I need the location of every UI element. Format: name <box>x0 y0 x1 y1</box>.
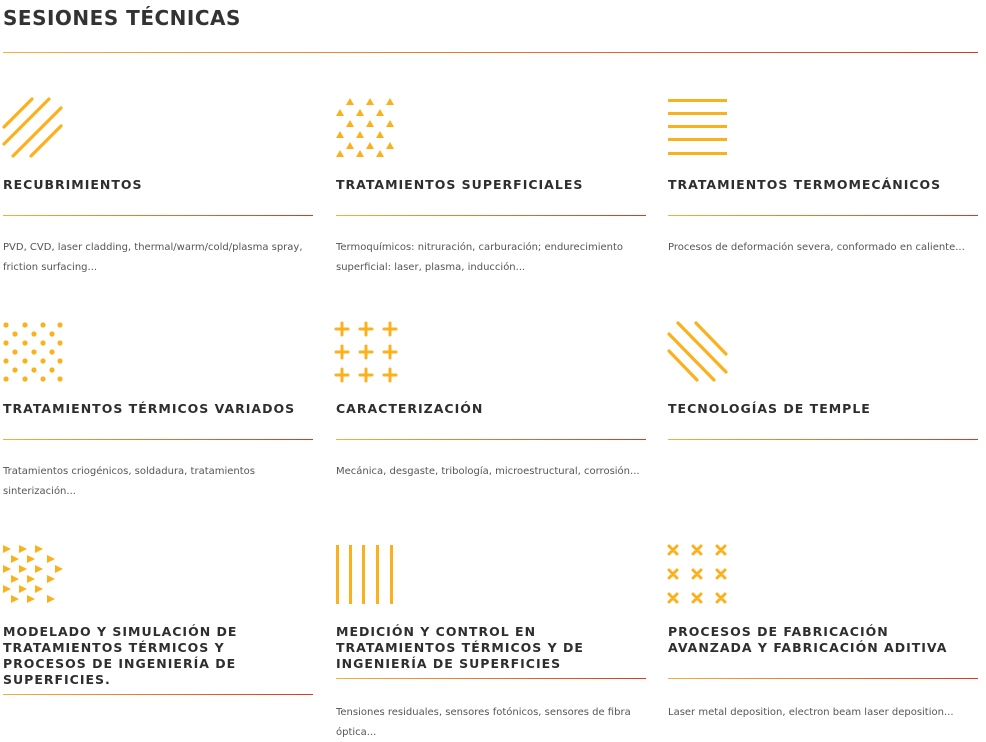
session-divider <box>336 678 646 679</box>
session-title: MEDICIÓN Y CONTROL EN TRATAMIENTOS TÉRMICOS Y DE INGENIERÍA DE SUPERFICIES <box>336 624 584 671</box>
session-description: PVD, CVD, laser cladding, thermal/warm/cold/plasma spray, friction surfacing... <box>3 242 303 273</box>
session-description: Procesos de deformación severa, conformado en caliente... <box>668 242 965 253</box>
session-divider <box>3 439 313 440</box>
vertical-lines-icon <box>336 545 396 605</box>
session-title: TRATAMIENTOS TÉRMICOS VARIADOS <box>3 401 296 416</box>
title-divider <box>3 52 978 53</box>
session-description: Termoquímicos: nitruración, carburación; endurecimiento superficial: laser, plasma, inducción... <box>336 242 624 273</box>
session-title: TRATAMIENTOS TERMOMECÁNICOS <box>668 177 942 192</box>
arrows-pattern-icon <box>3 545 63 605</box>
session-divider <box>336 439 646 440</box>
session-divider <box>3 694 313 695</box>
session-divider <box>668 678 978 679</box>
session-title: RECUBRIMIENTOS <box>3 177 143 192</box>
plus-pattern-icon <box>336 322 396 382</box>
page-title: SESIONES TÉCNICAS <box>3 6 241 30</box>
session-description: Laser metal deposition, electron beam laser deposition... <box>668 707 954 718</box>
session-title: PROCESOS DE FABRICACIÓN AVANZADA Y FABRICACIÓN ADITIVA <box>668 624 948 655</box>
session-description: Tratamientos criogénicos, soldadura, tratamientos sinterización... <box>3 466 256 497</box>
session-title: MODELADO Y SIMULACIÓN DE TRATAMIENTOS TÉRMICOS Y PROCESOS DE INGENIERÍA DE SUPERFICIES. <box>3 624 238 687</box>
horizontal-lines-icon <box>668 98 728 158</box>
session-title: TECNOLOGÍAS DE TEMPLE <box>668 401 871 416</box>
dots-pattern-icon <box>3 322 63 382</box>
diagonal-lines-reverse-icon <box>668 322 728 382</box>
session-title: TRATAMIENTOS SUPERFICIALES <box>336 177 584 192</box>
session-divider <box>668 439 978 440</box>
session-divider <box>336 215 646 216</box>
session-description: Mecánica, desgaste, tribología, microestructural, corrosión... <box>336 466 640 477</box>
session-description: Tensiones residuales, sensores fotónicos, sensores de fibra óptica... <box>336 707 631 738</box>
session-divider <box>3 215 313 216</box>
session-divider <box>668 215 978 216</box>
diagonal-lines-icon <box>3 98 63 158</box>
cross-pattern-icon <box>668 545 728 605</box>
session-title: CARACTERIZACIÓN <box>336 401 484 416</box>
triangles-pattern-icon <box>336 98 396 158</box>
